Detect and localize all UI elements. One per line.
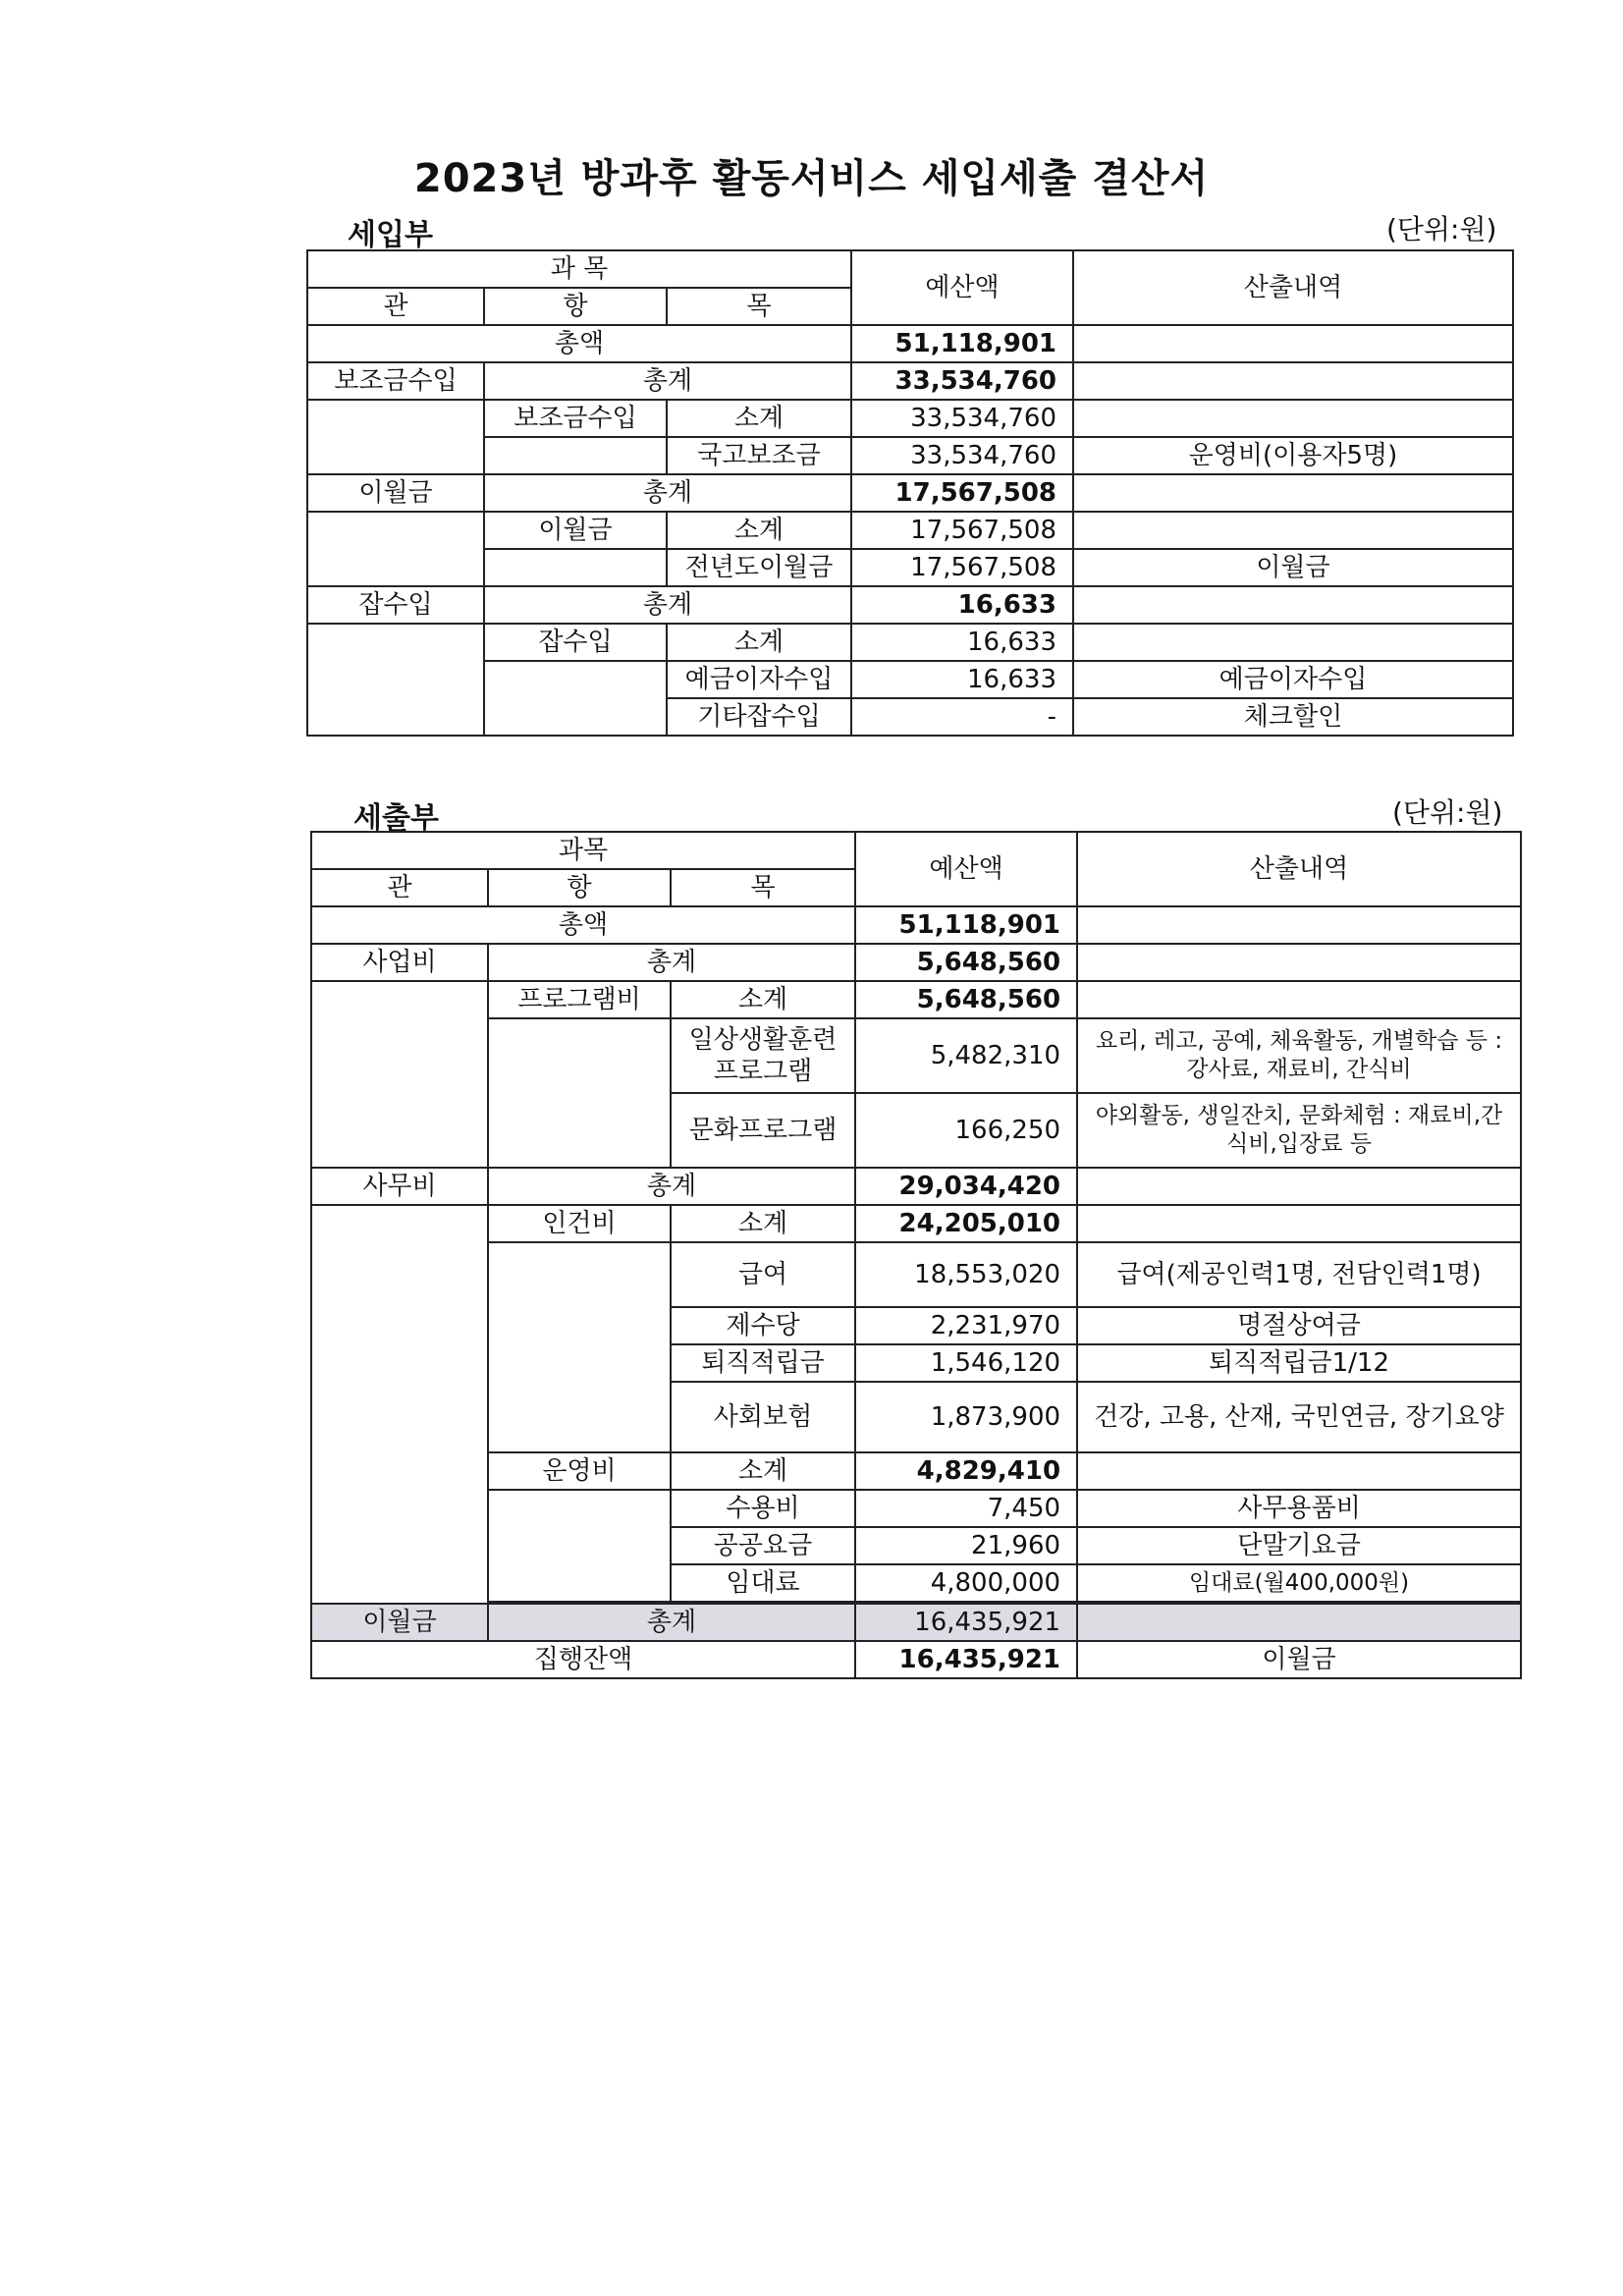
mok-amount: 1,873,900	[855, 1382, 1077, 1452]
empty-cell	[1077, 1205, 1521, 1242]
mok-detail: 사무용품비	[1077, 1490, 1521, 1527]
total-amount: 51,118,901	[851, 325, 1073, 362]
page-title: 2023년 방과후 활동서비스 세입세출 결산서	[413, 156, 1210, 201]
sum-amount: 5,648,560	[855, 944, 1077, 981]
empty-cell	[1077, 1452, 1521, 1490]
sum-label: 총계	[488, 1168, 855, 1205]
revenue-section-label: 세입부	[348, 218, 433, 252]
mok-detail: 급여(제공인력1명, 전담인력1명)	[1077, 1242, 1521, 1307]
mok-detail: 운영비(이용자5명)	[1073, 437, 1513, 474]
subtotal-amount: 17,567,508	[851, 512, 1073, 549]
sum-label: 총계	[488, 1604, 855, 1641]
header-mok: 목	[667, 288, 851, 325]
empty-cell	[1073, 400, 1513, 437]
hang-misc-income: 잡수입	[484, 624, 667, 661]
empty-cell	[311, 981, 488, 1168]
subtotal-amount: 16,633	[851, 624, 1073, 661]
mok-amount: 17,567,508	[851, 549, 1073, 586]
empty-cell	[484, 661, 667, 736]
empty-cell	[307, 512, 484, 586]
header-subject: 과목	[311, 832, 855, 869]
empty-cell	[1077, 981, 1521, 1018]
hang-operation: 운영비	[488, 1452, 671, 1490]
header-hang: 항	[488, 869, 671, 906]
mok-supplies: 수용비	[671, 1490, 855, 1527]
mok-amount: 18,553,020	[855, 1242, 1077, 1307]
sum-amount: 17,567,508	[851, 474, 1073, 512]
sum-label: 총계	[484, 586, 851, 624]
mok-detail: 체크할인	[1073, 698, 1513, 736]
mok-detail: 요리, 레고, 공예, 체육활동, 개별학습 등 : 강사료, 재료비, 간식비	[1077, 1018, 1521, 1093]
gwan-misc-income: 잡수입	[307, 586, 484, 624]
header-detail: 산출내역	[1077, 832, 1521, 906]
mok-amount: 5,482,310	[855, 1018, 1077, 1093]
hang-program: 프로그램비	[488, 981, 671, 1018]
empty-cell	[1073, 586, 1513, 624]
subtotal-label: 소계	[671, 1205, 855, 1242]
balance-detail: 이월금	[1077, 1641, 1521, 1678]
sum-label: 총계	[488, 944, 855, 981]
balance-label: 집행잔액	[311, 1641, 855, 1678]
empty-cell	[484, 437, 667, 474]
mok-amount: 33,534,760	[851, 437, 1073, 474]
total-label: 총액	[311, 906, 855, 944]
revenue-table	[306, 249, 1514, 737]
revenue-unit-label: (단위:원)	[1386, 213, 1497, 246]
empty-cell	[1073, 512, 1513, 549]
empty-cell	[307, 400, 484, 474]
empty-cell	[1073, 362, 1513, 400]
mok-other-misc: 기타잡수입	[667, 698, 851, 736]
mok-culture-program: 문화프로그램	[671, 1093, 855, 1168]
empty-cell	[1077, 906, 1521, 944]
subtotal-label: 소계	[671, 981, 855, 1018]
mok-detail: 건강, 고용, 산재, 국민연금, 장기요양	[1077, 1382, 1521, 1452]
mok-detail: 이월금	[1073, 549, 1513, 586]
header-gwan: 관	[311, 869, 488, 906]
mok-detail: 명절상여금	[1077, 1307, 1521, 1344]
mok-detail: 퇴직적립금1/12	[1077, 1344, 1521, 1382]
empty-cell	[307, 624, 484, 736]
mok-amount: 1,546,120	[855, 1344, 1077, 1382]
expense-unit-label: (단위:원)	[1392, 796, 1503, 829]
subtotal-label: 소계	[667, 624, 851, 661]
header-subject: 과 목	[307, 250, 851, 288]
mok-amount: 166,250	[855, 1093, 1077, 1168]
subtotal-label: 소계	[667, 400, 851, 437]
empty-cell	[1073, 624, 1513, 661]
gwan-carryover: 이월금	[307, 474, 484, 512]
subtotal-amount: 24,205,010	[855, 1205, 1077, 1242]
mok-amount: -	[851, 698, 1073, 736]
subtotal-label: 소계	[667, 512, 851, 549]
gwan-office: 사무비	[311, 1168, 488, 1205]
mok-national-subsidy: 국고보조금	[667, 437, 851, 474]
header-detail: 산출내역	[1073, 250, 1513, 325]
empty-cell	[311, 1205, 488, 1604]
mok-salary: 급여	[671, 1242, 855, 1307]
empty-cell	[488, 1490, 671, 1602]
header-gwan: 관	[307, 288, 484, 325]
gwan-carryover: 이월금	[311, 1604, 488, 1641]
mok-rent: 임대료	[671, 1564, 855, 1602]
mok-detail: 야외활동, 생일잔치, 문화체험 : 재료비,간식비,입장료 등	[1077, 1093, 1521, 1168]
expense-section-label: 세출부	[353, 801, 439, 836]
mok-amount: 16,633	[851, 661, 1073, 698]
total-label: 총액	[307, 325, 851, 362]
header-hang: 항	[484, 288, 667, 325]
header-mok: 목	[671, 869, 855, 906]
sum-amount: 16,633	[851, 586, 1073, 624]
sum-amount: 16,435,921	[855, 1604, 1077, 1641]
hang-subsidy: 보조금수입	[484, 400, 667, 437]
gwan-business: 사업비	[311, 944, 488, 981]
empty-cell	[488, 1018, 671, 1168]
expense-table	[310, 831, 1522, 1679]
sum-amount: 33,534,760	[851, 362, 1073, 400]
header-budget: 예산액	[851, 250, 1073, 325]
empty-cell	[1073, 474, 1513, 512]
mok-detail: 예금이자수입	[1073, 661, 1513, 698]
total-detail	[1073, 325, 1513, 362]
balance-amount: 16,435,921	[855, 1641, 1077, 1678]
empty-cell	[488, 1242, 671, 1452]
empty-cell	[1077, 1604, 1521, 1641]
sum-amount: 29,034,420	[855, 1168, 1077, 1205]
total-amount: 51,118,901	[855, 906, 1077, 944]
subtotal-amount: 33,534,760	[851, 400, 1073, 437]
empty-cell	[1077, 1168, 1521, 1205]
mok-deposit-interest: 예금이자수입	[667, 661, 851, 698]
mok-detail: 임대료(월400,000원)	[1077, 1564, 1521, 1602]
mok-prior-year-carryover: 전년도이월금	[667, 549, 851, 586]
mok-amount: 2,231,970	[855, 1307, 1077, 1344]
header-budget: 예산액	[855, 832, 1077, 906]
subtotal-label: 소계	[671, 1452, 855, 1490]
empty-cell	[484, 549, 667, 586]
mok-social-insurance: 사회보험	[671, 1382, 855, 1452]
gwan-subsidy: 보조금수입	[307, 362, 484, 400]
sum-label: 총계	[484, 362, 851, 400]
mok-allowance: 제수당	[671, 1307, 855, 1344]
empty-cell	[1077, 944, 1521, 981]
mok-amount: 4,800,000	[855, 1564, 1077, 1602]
subtotal-amount: 5,648,560	[855, 981, 1077, 1018]
mok-daily-living-program: 일상생활훈련 프로그램	[671, 1018, 855, 1093]
mok-retirement-reserve: 퇴직적립금	[671, 1344, 855, 1382]
mok-detail: 단말기요금	[1077, 1527, 1521, 1564]
hang-personnel: 인건비	[488, 1205, 671, 1242]
mok-amount: 21,960	[855, 1527, 1077, 1564]
hang-carryover: 이월금	[484, 512, 667, 549]
subtotal-amount: 4,829,410	[855, 1452, 1077, 1490]
mok-amount: 7,450	[855, 1490, 1077, 1527]
sum-label: 총계	[484, 474, 851, 512]
mok-utilities: 공공요금	[671, 1527, 855, 1564]
